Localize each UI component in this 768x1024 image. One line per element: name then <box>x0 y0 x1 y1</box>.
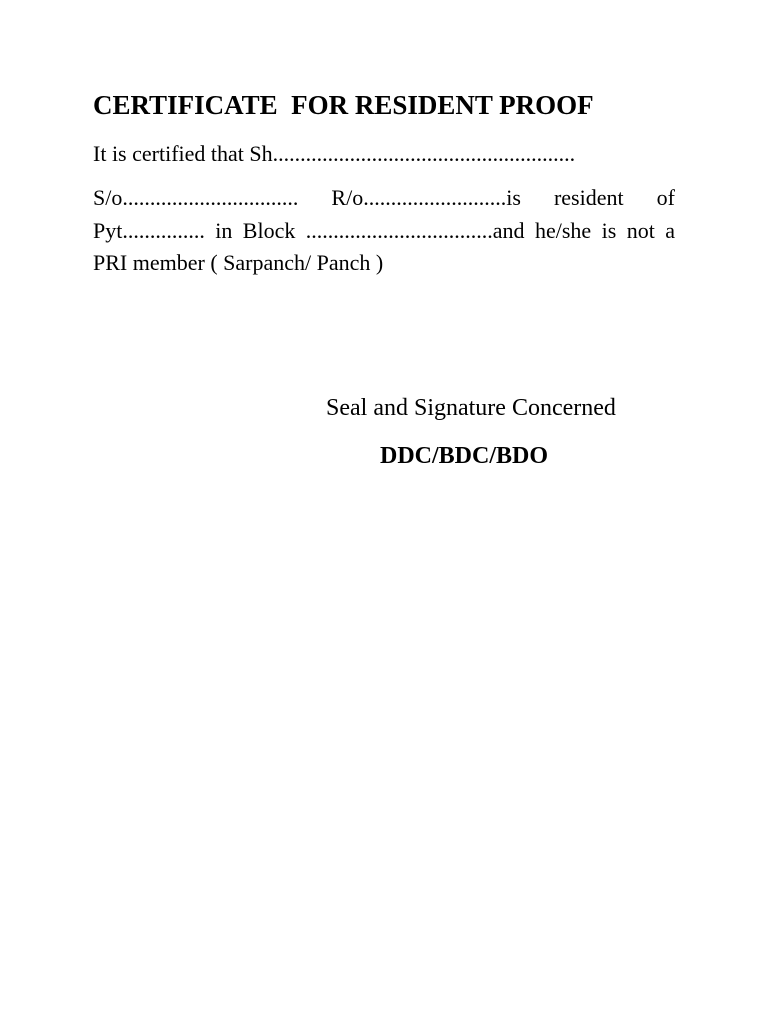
seal-signature-label: Seal and Signature Concerned <box>326 395 616 421</box>
designation-label: DDC/BDC/BDO <box>380 443 549 469</box>
resident-paragraph: S/o................................ R/o..........................is resident of Pyt............... in Block ..................................and he/she is not a PRI member ( Sarpanch/ Panch ) <box>93 185 675 275</box>
certified-line: It is certified that Sh....................................................... <box>93 141 576 166</box>
document-title: CERTIFICATE FOR RESIDENT PROOF <box>93 90 594 120</box>
